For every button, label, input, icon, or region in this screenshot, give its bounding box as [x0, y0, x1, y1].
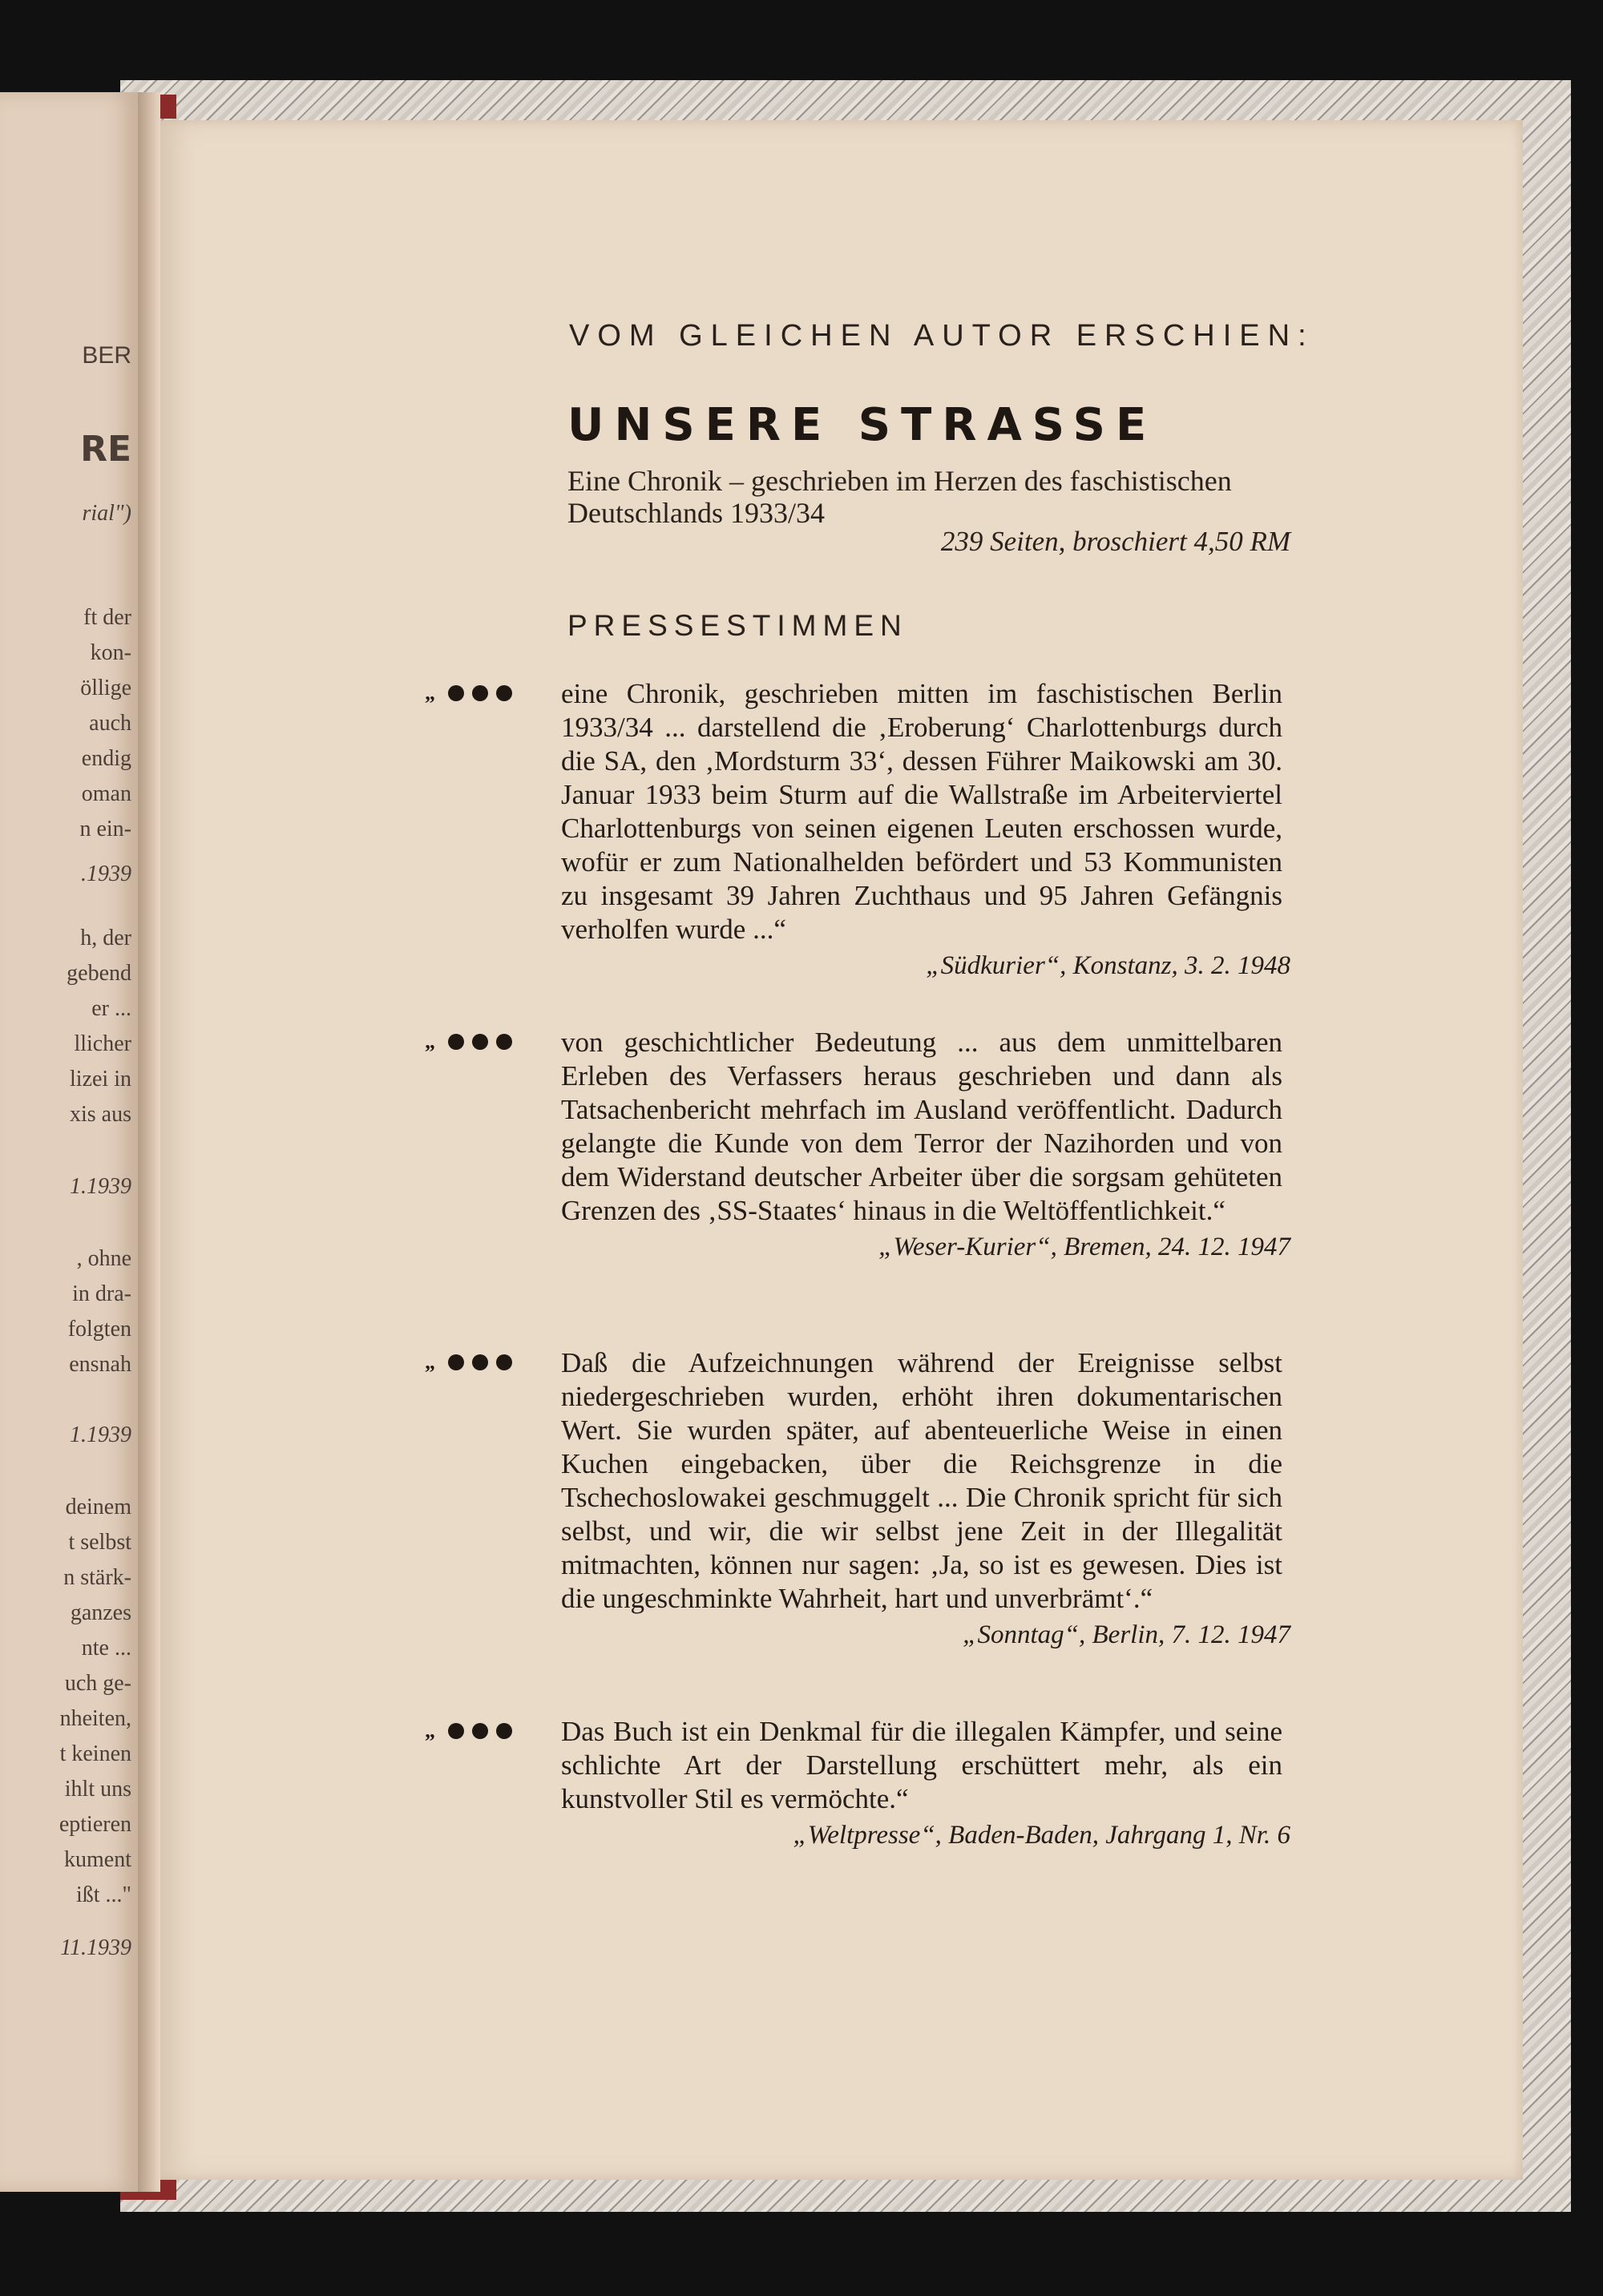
review-bullet — [425, 679, 553, 708]
dot-icon — [448, 685, 464, 701]
left-page-fragment: 11.1939 — [60, 1935, 131, 1960]
left-page-fragment: oman — [81, 781, 131, 806]
review-source: „Weltpresse“, Baden-Baden, Jahrgang 1, Nr. 6 — [793, 1821, 1290, 1850]
left-page-fragment: folgten — [67, 1317, 131, 1342]
left-page-fragment: llicher — [74, 1031, 131, 1056]
review-text: Daß die Aufzeichnungen während der Ereignisse selbst niedergeschrieben wurden, erhöht ihren dokumentarischen Wert. Sie wurden später, auf abenteuerliche Weise in einen Kuchen eingebacken, über die Reichsgrenze in die Tschechoslowakei geschmuggelt ... Die Chronik spricht für sich selbst, und wir, die wir selbst jene Zeit in der Illegalität mitmachten, können nur sagen: ‚Ja, so ist es gewesen. Dies ist die ungeschminkte Wahrheit, hart und unverbrämt‘.“ — [561, 1347, 1282, 1614]
opening-quote: „ — [425, 1350, 435, 1374]
left-page-fragment: ft der — [83, 605, 131, 630]
left-page-fragment: nte ... — [81, 1636, 131, 1660]
dot-icon — [496, 1723, 512, 1739]
review-source: „Sonntag“, Berlin, 7. 12. 1947 — [963, 1620, 1290, 1649]
left-page-fragment: endig — [81, 746, 131, 771]
left-page-fragment: ihlt uns — [64, 1777, 131, 1802]
book-details: 239 Seiten, broschiert 4,50 RM — [940, 526, 1290, 557]
press-review — [425, 1715, 1290, 1850]
left-page-fragment: n ein- — [79, 817, 131, 841]
press-review — [425, 677, 1290, 981]
dot-icon — [472, 685, 488, 701]
dot-icon — [448, 1354, 464, 1370]
book-subtitle: Eine Chronik – geschrieben im Herzen des faschistischen Deutschlands 1933/34 — [567, 465, 1232, 529]
review-bullet — [425, 1717, 553, 1745]
dot-icon — [448, 1723, 464, 1739]
dot-icon — [448, 1034, 464, 1050]
left-page-fragment: .1939 — [81, 862, 131, 886]
left-page-fragment: lizei in — [70, 1067, 131, 1092]
opening-quote: „ — [425, 681, 435, 704]
left-page-fragment: t keinen — [59, 1741, 131, 1766]
left-page-fragment: rial") — [82, 501, 131, 526]
left-page-fragment: kument — [64, 1847, 131, 1872]
review-text: von geschichtlicher Bedeutung ... aus dem unmittelbaren Erleben des Verfassers heraus geschrieben und dann als Tatsachenbericht mehrfach im Ausland veröffentlicht. Dadurch gelangte die Kunde von dem Terror der Nazihorden und von dem Widerstand deutscher Arbeiter über die sorgsam gehüteten Grenzen des ‚SS-Staates‘ hinaus in die Weltöffentlichkeit.“ — [561, 1027, 1282, 1226]
left-page-fragment: uch ge- — [64, 1671, 131, 1696]
left-page-fragment: gebend — [67, 961, 131, 986]
left-page-fragment: er ... — [91, 996, 131, 1021]
left-page-fragment: 1.1939 — [70, 1174, 131, 1199]
review-text: eine Chronik, geschrieben mitten im faschistischen Berlin 1933/34 ... darstellend die ‚Eroberung‘ Charlottenburgs durch die SA, den ‚Mordsturm 33‘, dessen Führer Maikowski am 30. Januar 1933 beim Sturm auf die Wallstraße im Arbeiterviertel Charlottenburgs von seinen eigenen Leuten erschossen wurde, wofür er zum Nationalhelden befördert und 53 Kommunisten zu insgesamt 39 Jahren Zuchthaus und 95 Jahren Gefängnis verholfen wurde ...“ — [561, 678, 1282, 945]
review-bullet — [425, 1027, 553, 1056]
left-page-fragment: eptieren — [59, 1812, 131, 1837]
page-content — [160, 120, 1523, 2180]
left-page-fragment: ißt ..." — [76, 1882, 131, 1907]
dot-icon — [496, 1354, 512, 1370]
left-page-fragment: kon- — [90, 640, 131, 665]
left-page-fragment: ganzes — [70, 1600, 131, 1625]
left-page-fragment: t selbst — [68, 1530, 131, 1555]
left-page-fragment: BER — [82, 342, 131, 369]
dot-icon — [472, 1723, 488, 1739]
dot-icon — [472, 1354, 488, 1370]
press-review — [425, 1026, 1290, 1262]
right-page — [160, 120, 1523, 2180]
press-heading: PRESSESTIMMEN — [567, 609, 908, 642]
review-bullet — [425, 1348, 553, 1377]
opening-quote: „ — [425, 1030, 435, 1053]
left-page-fragment: öllige — [80, 676, 131, 700]
review-text: Das Buch ist ein Denkmal für die illegalen Kämpfer, und seine schlichte Art der Darstellung erschüttert mehr, als ein kunstvoller Stil es vermöchte.“ — [561, 1716, 1282, 1814]
left-page — [0, 92, 138, 2192]
review-source: „Südkurier“, Konstanz, 3. 2. 1948 — [926, 951, 1290, 980]
left-page-fragment: RE — [80, 429, 131, 470]
left-page-fragment: ensnah — [69, 1352, 131, 1377]
dot-icon — [496, 1034, 512, 1050]
left-page-fragment: n stärk- — [63, 1565, 131, 1590]
page-heading: VOM GLEICHEN AUTOR ERSCHIEN: — [569, 319, 1314, 353]
book-title: UNSERE STRASSE — [567, 399, 1157, 451]
dot-icon — [496, 685, 512, 701]
left-page-fragment: h, der — [80, 926, 131, 950]
left-page-fragment: deinem — [65, 1495, 131, 1519]
left-page-fragment: , ohne — [76, 1246, 131, 1271]
left-page-fragment: 1.1939 — [70, 1422, 131, 1447]
left-page-fragment: auch — [89, 711, 131, 736]
left-page-fragment: nheiten, — [59, 1706, 131, 1731]
book-gutter — [138, 92, 160, 2192]
dot-icon — [472, 1034, 488, 1050]
left-page-fragment: in dra- — [72, 1281, 131, 1306]
left-page-fragment: xis aus — [70, 1102, 131, 1127]
review-source: „Weser-Kurier“, Bremen, 24. 12. 1947 — [878, 1233, 1290, 1261]
opening-quote: „ — [425, 1719, 435, 1742]
press-review — [425, 1346, 1290, 1650]
